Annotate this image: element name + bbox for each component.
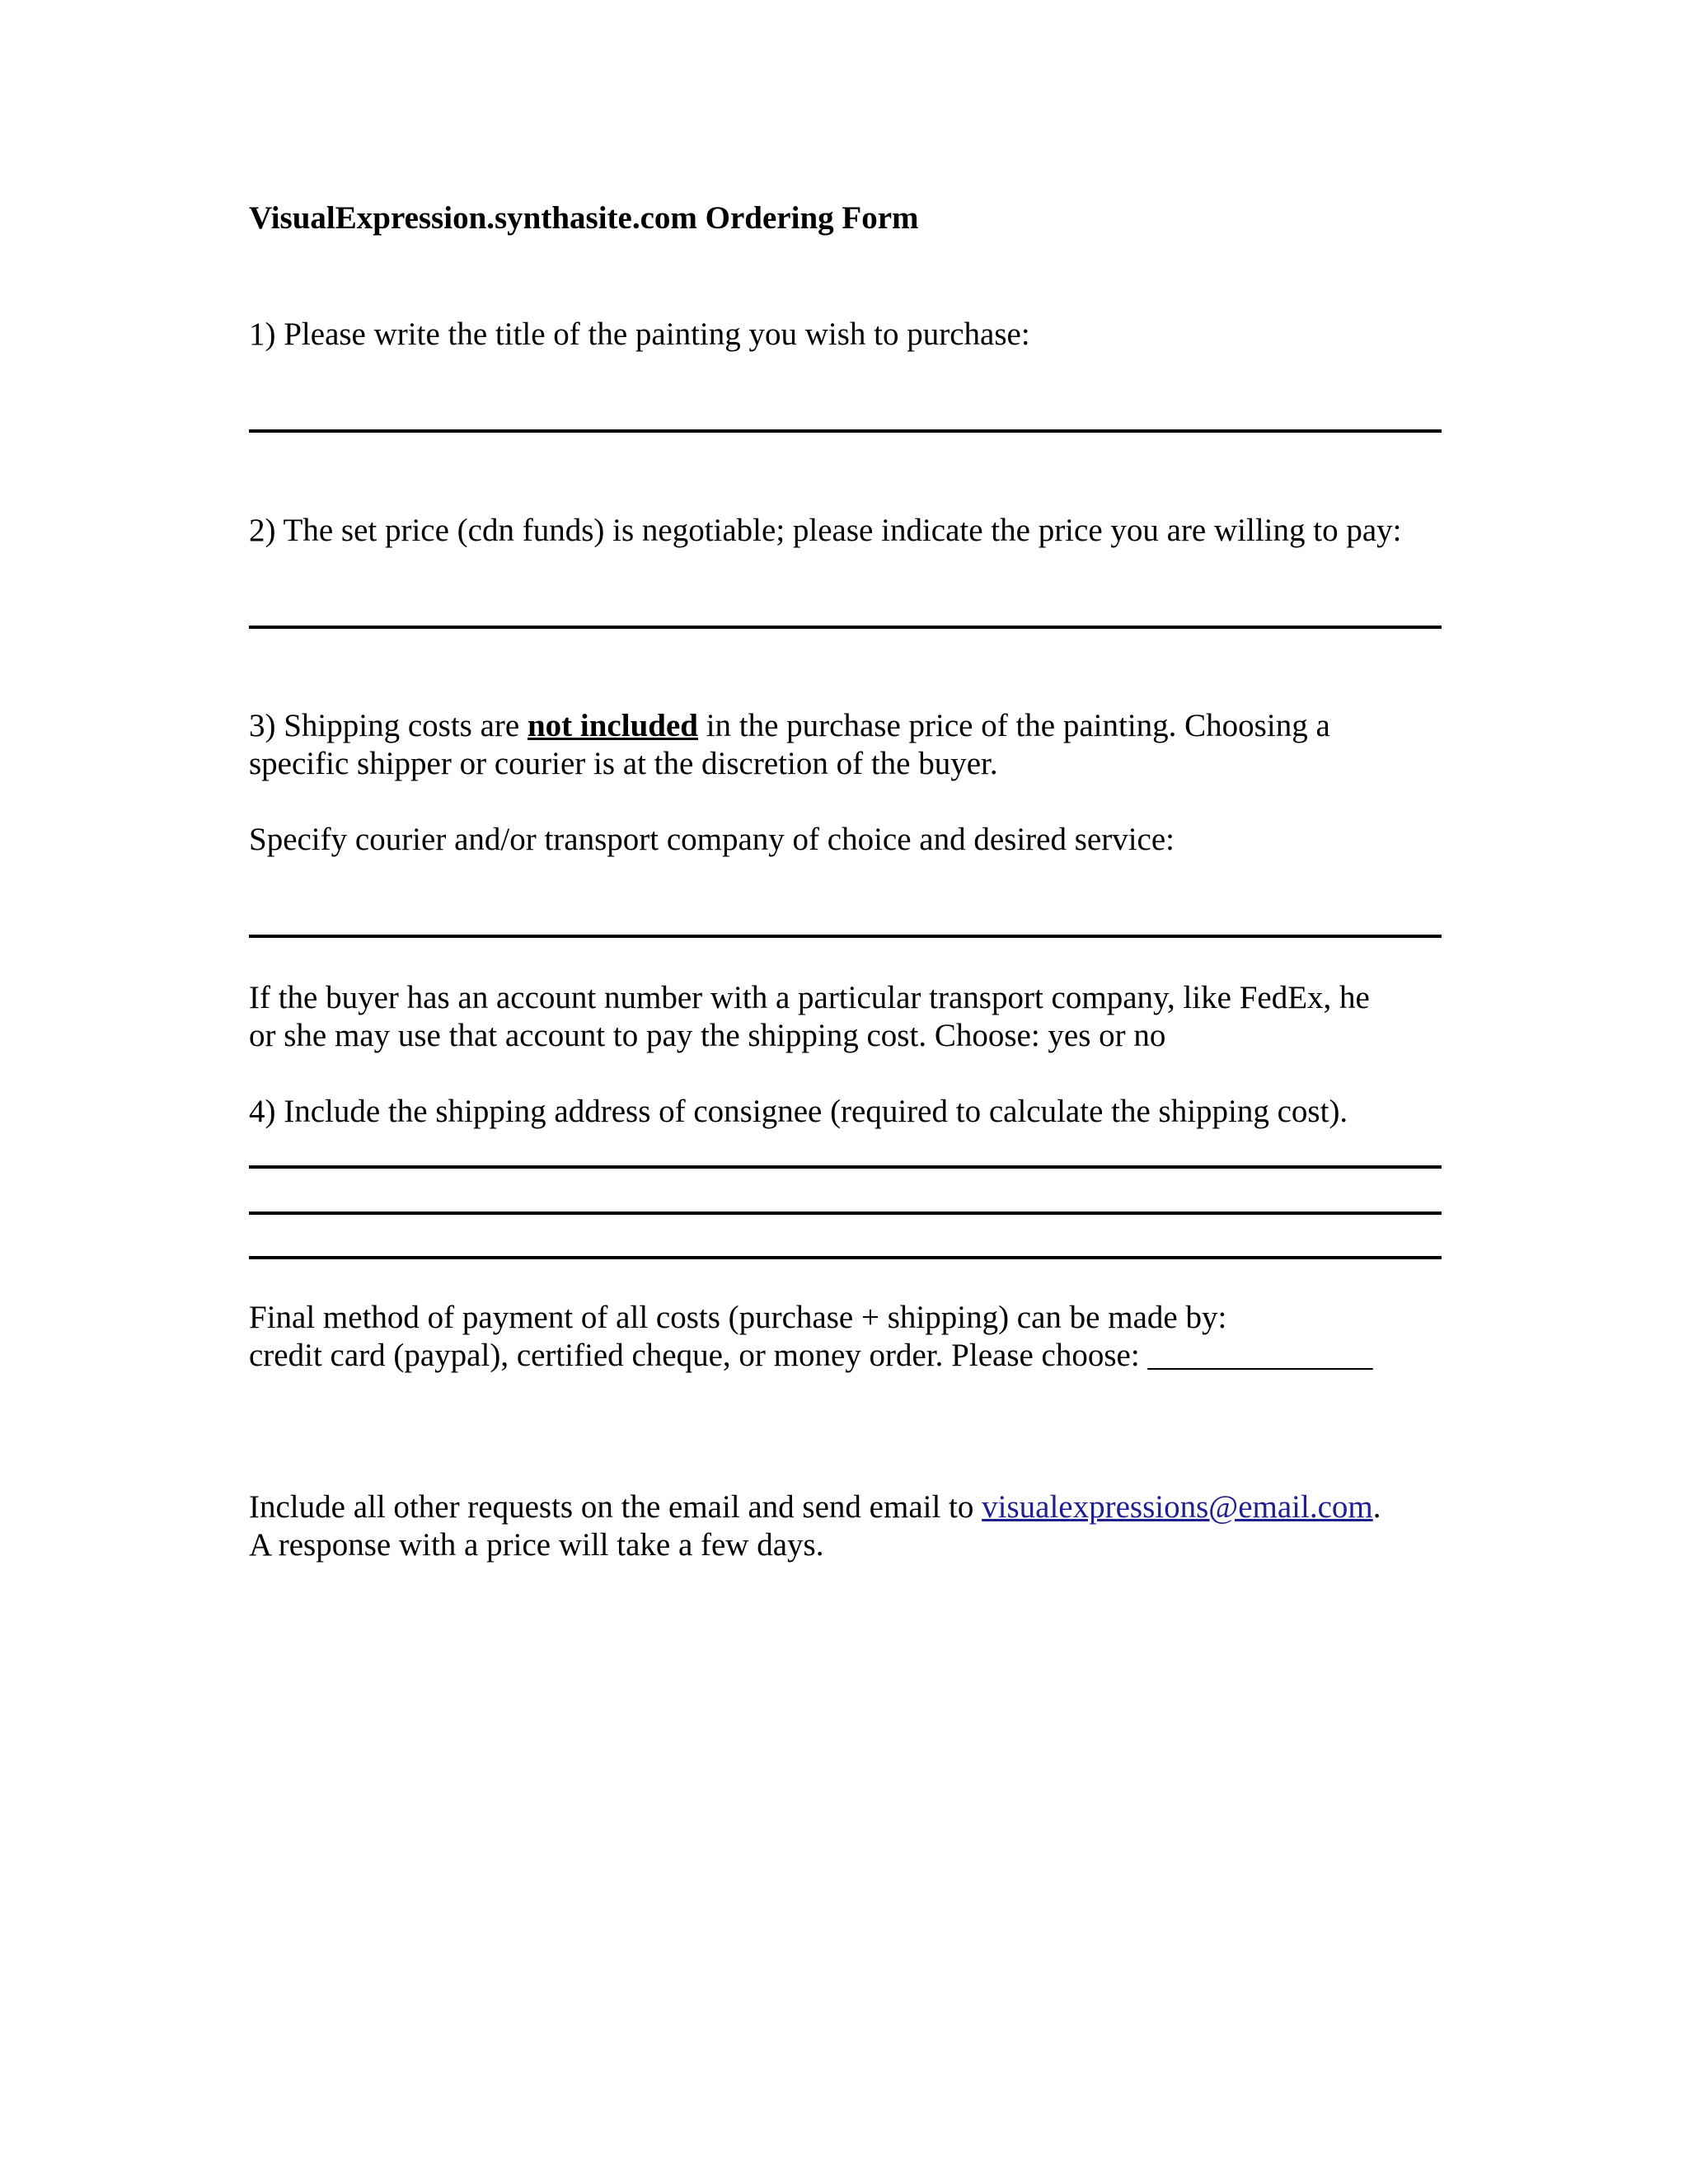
account-line-2: or she may use that account to pay the shipping cost. Choose: yes or no [249, 1018, 1166, 1053]
closing-line-2: A response with a price will take a few days. [249, 1527, 824, 1563]
question-2-text: 2) The set price (cdn funds) is negotiable; please indicate the price you are willing to pay: [249, 513, 1402, 548]
question-1-text: 1) Please write the title of the painting you wish to purchase: [249, 316, 1030, 352]
payment-line-2: credit card (paypal), certified cheque, or money order. Please choose: ______________ [249, 1338, 1373, 1373]
address-line-2[interactable] [249, 1212, 1442, 1215]
question-3-line-1 [249, 707, 1330, 745]
address-line-1[interactable] [249, 1165, 1442, 1169]
form-title: VisualExpression.synthasite.com Ordering Form [249, 200, 919, 236]
closing-line-1 [249, 1488, 1381, 1526]
price-line[interactable] [249, 626, 1442, 629]
question-3-prefix: 3) Shipping costs are [249, 708, 528, 743]
courier-line[interactable] [249, 935, 1442, 938]
question-3-suffix: in the purchase price of the painting. Choosing a [697, 708, 1330, 743]
address-line-3[interactable] [249, 1256, 1442, 1259]
payment-line-1: Final method of payment of all costs (purchase + shipping) can be made by: [249, 1300, 1227, 1335]
account-line-1: If the buyer has an account number with a particular transport company, like FedEx, he [249, 980, 1370, 1015]
painting-title-line[interactable] [249, 429, 1442, 433]
closing-period: . [1372, 1489, 1381, 1525]
question-3-line-2: specific shipper or courier is at the discretion of the buyer. [249, 746, 998, 781]
closing-prefix: Include all other requests on the email and send email to [249, 1489, 982, 1525]
question-4-text: 4) Include the shipping address of consignee (required to calculate the shipping cost). [249, 1094, 1348, 1129]
courier-prompt: Specify courier and/or transport company of choice and desired service: [249, 822, 1175, 857]
not-included-emphasis: not included [527, 708, 698, 743]
email-link[interactable]: visualexpressions@email.com [982, 1489, 1373, 1525]
